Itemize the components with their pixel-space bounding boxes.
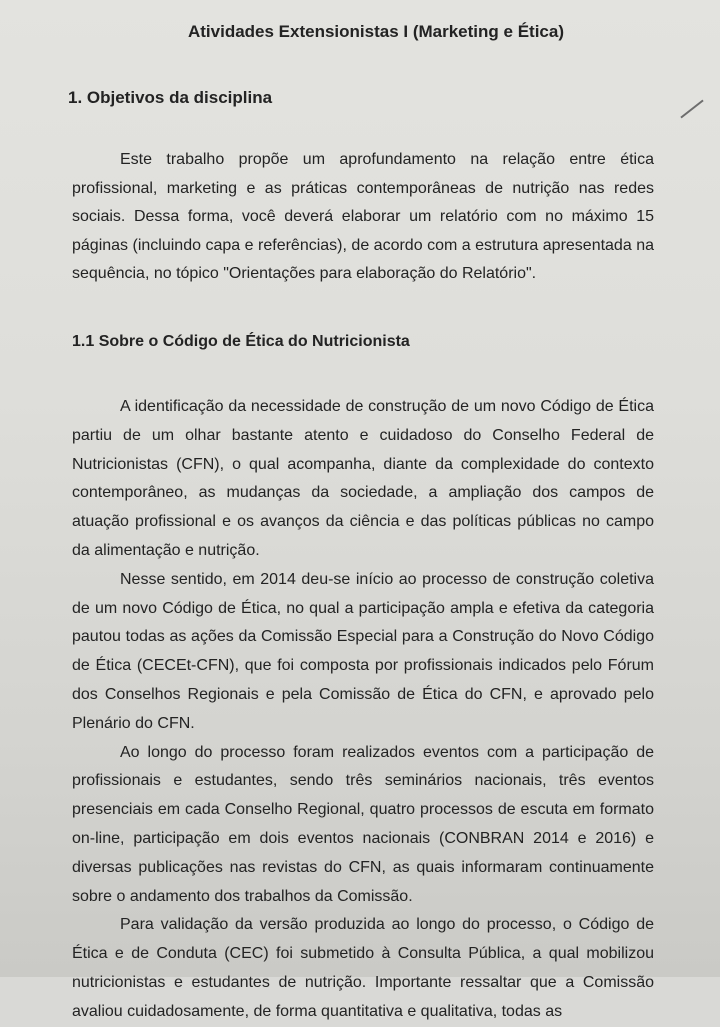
intro-paragraph: Este trabalho propõe um aprofundamento na relação entre ética profissional, marketing e as práticas contemporâneas de nutrição nas redes sociais. Dessa forma, você deverá elaborar um relatório com no máximo 15 páginas (incluindo capa e referências), de acordo com a estrutura apresentada na sequência, no tópico "Orientações para elaboração do Relatório". [72, 151, 654, 283]
section-heading: 1. Objetivos da disciplina [68, 88, 273, 107]
body-paragraph: Para validação da versão produzida ao longo do processo, o Código de Ética e de Conduta (CEC) foi submetido à Consulta Pública, a qual mobilizou nutricionistas e estudantes de nutrição. Importante ressaltar que a Comissão avaliou cuidadosamente, de forma quantitativa e qualitativa, todas as [72, 916, 654, 1020]
body-paragraph: Ao longo do processo foram realizados eventos com a participação de profissionais e estudantes, sendo três seminários nacionais, três eventos presenciais em cada Conselho Regional, quatro processos de escuta em formato on-line, participação em dois eventos nacionais (CONBRAN 2014 e 2016) e diversas publicações nas revistas do CFN, as quais informaram continuamente sobre o andamento dos trabalhos da Comissão. [72, 743, 654, 905]
subsection-heading: 1.1 Sobre o Código de Ética do Nutricionista [72, 332, 410, 350]
pen-mark [680, 100, 703, 119]
body-paragraph: Nesse sentido, em 2014 deu-se início ao processo de construção coletiva de um novo Código de Ética, no qual a participação ampla e efetiva da categoria pautou todas as ações da Comissão Especial para a Construção do Novo Código de Ética (CECEt-CFN), que foi composta por profissionais indicados pelo Fórum dos Conselhos Regionais e pela Comissão de Ética do CFN, e aprovado pelo Plenário do CFN. [72, 570, 654, 732]
document-title: Atividades Extensionistas I (Marketing e Ética) [187, 22, 564, 41]
body-paragraph: A identificação da necessidade de construção de um novo Código de Ética partiu de um olhar bastante atento e cuidadoso do Conselho Federal de Nutricionistas (CFN), o qual acompanha, diante da complexidade do contexto contemporâneo, as mudanças da sociedade, a ampliação dos campos de atuação profissional e os avanços da ciência e das políticas públicas no campo da alimentação e nutrição. [72, 397, 654, 559]
